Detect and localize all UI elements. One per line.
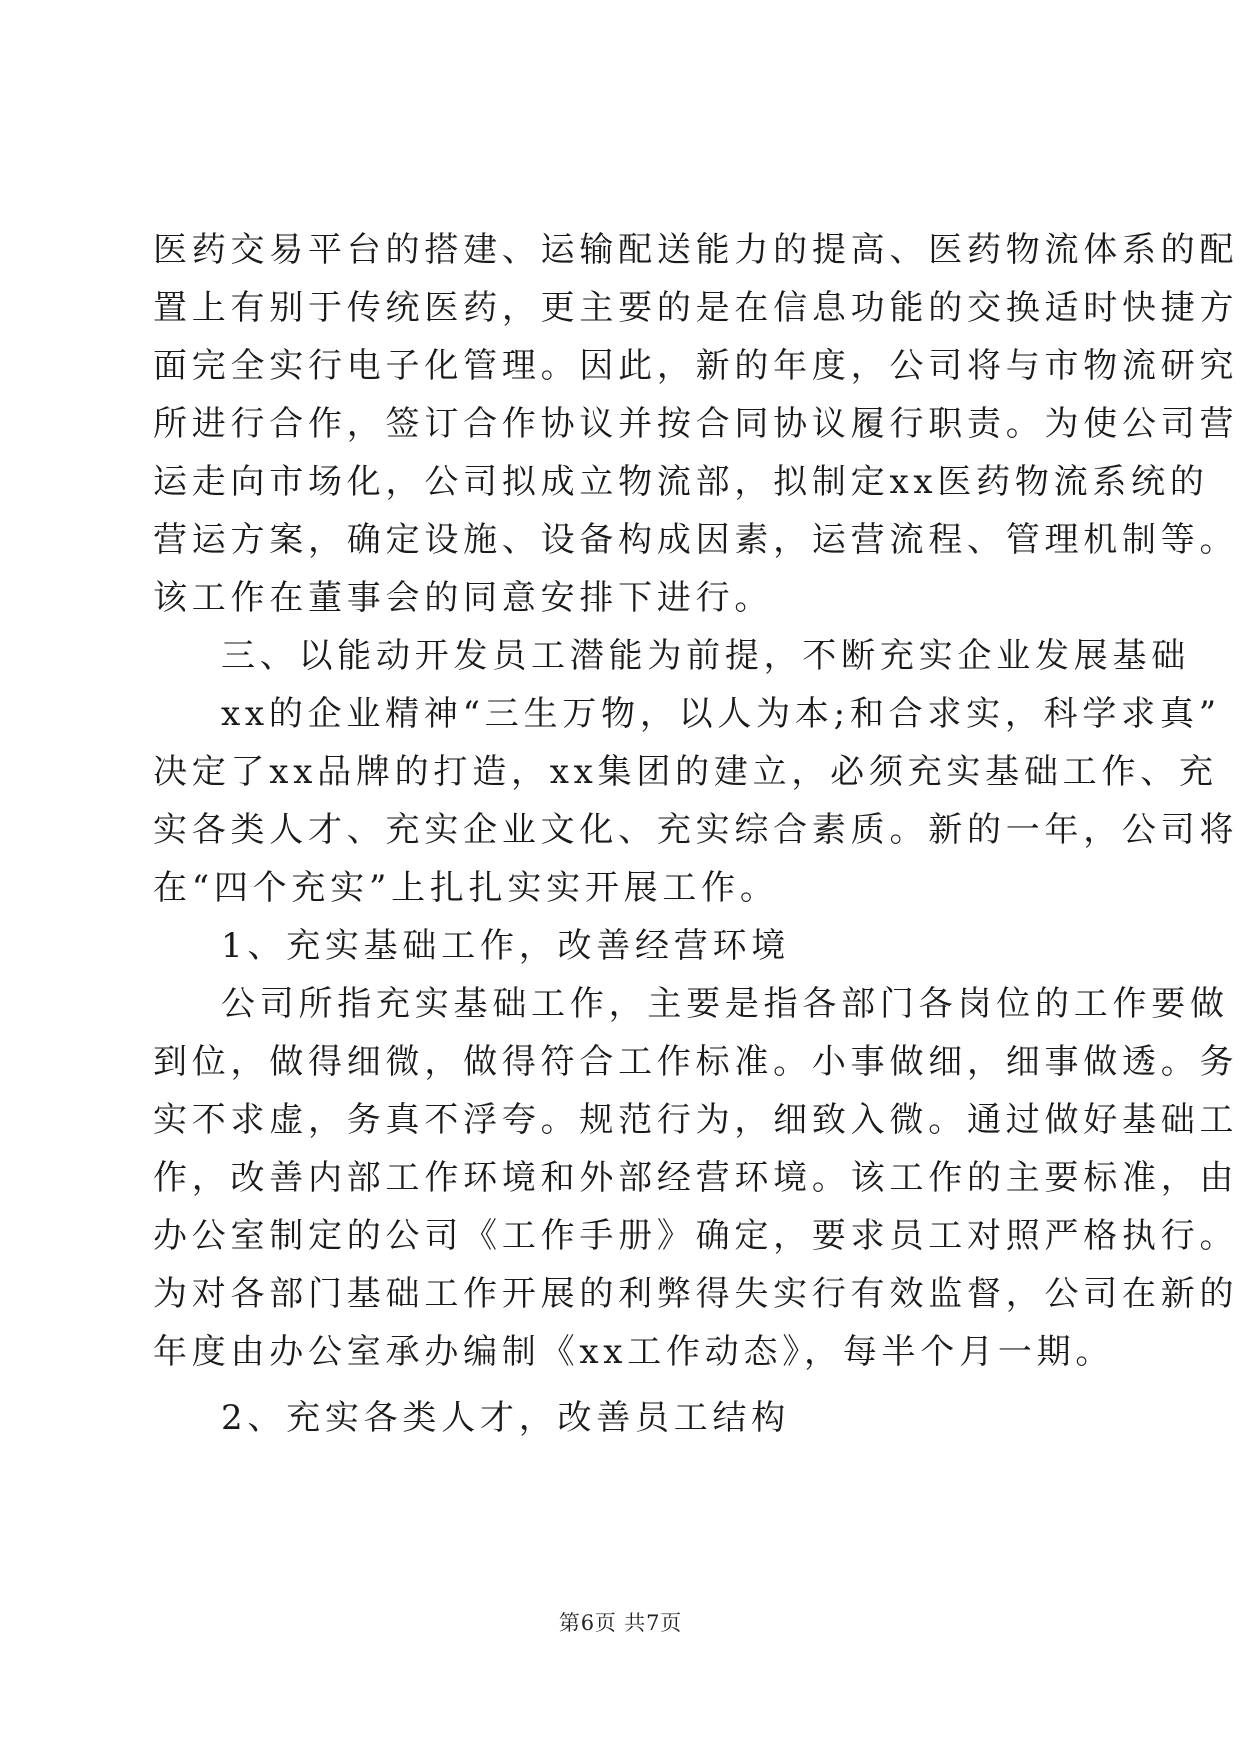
body-line: 年度由办公室承办编制《xx工作动态》，每半个月一期。 <box>153 1332 1115 1372</box>
subsection-heading: 2、充实各类人才，改善员工结构 <box>221 1398 791 1438</box>
body-line: 作，改善内部工作环境和外部经营环境。该工作的主要标准，由 <box>153 1158 1239 1198</box>
body-line: 医药交易平台的搭建、运输配送能力的提高、医药物流体系的配 <box>153 230 1239 270</box>
section-heading: 三、以能动开发员工潜能为前提，不断充实企业发展基础 <box>221 636 1190 676</box>
page-footer: 第6页 共7页 <box>558 1611 683 1635</box>
body-line: 运走向市场化，公司拟成立物流部，拟制定xx医药物流系统的 <box>153 462 1209 502</box>
body-line: 公司所指充实基础工作，主要是指各部门各岗位的工作要做 <box>221 984 1229 1024</box>
body-line: 面完全实行电子化管理。因此，新的年度，公司将与市物流研究 <box>153 346 1239 386</box>
subsection-heading: 1、充实基础工作，改善经营环境 <box>221 926 791 966</box>
body-line: 置上有别于传统医药，更主要的是在信息功能的交换适时快捷方 <box>153 288 1239 328</box>
body-line: 决定了xx品牌的打造，xx集团的建立，必须充实基础工作、充 <box>153 752 1218 792</box>
body-line: 在“四个充实”上扎扎实实开展工作。 <box>153 868 779 908</box>
body-line: 办公室制定的公司《工作手册》确定，要求员工对照严格执行。 <box>153 1216 1239 1256</box>
body-line: 到位，做得细微，做得符合工作标准。小事做细，细事做透。务 <box>153 1042 1239 1082</box>
body-line: 营运方案，确定设施、设备构成因素，运营流程、管理机制等。 <box>153 520 1239 560</box>
body-line: xx的企业精神“三生万物，以人为本;和合求实，科学求真” <box>221 694 1221 734</box>
body-line: 该工作在董事会的同意安排下进行。 <box>153 578 774 618</box>
body-line: 实不求虚，务真不浮夸。规范行为，细致入微。通过做好基础工 <box>153 1100 1239 1140</box>
body-line: 为对各部门基础工作开展的利弊得失实行有效监督，公司在新的 <box>153 1274 1239 1314</box>
body-line: 所进行合作，签订合作协议并按合同协议履行职责。为使公司营 <box>153 404 1239 444</box>
body-line: 实各类人才、充实企业文化、充实综合素质。新的一年，公司将 <box>153 810 1239 850</box>
